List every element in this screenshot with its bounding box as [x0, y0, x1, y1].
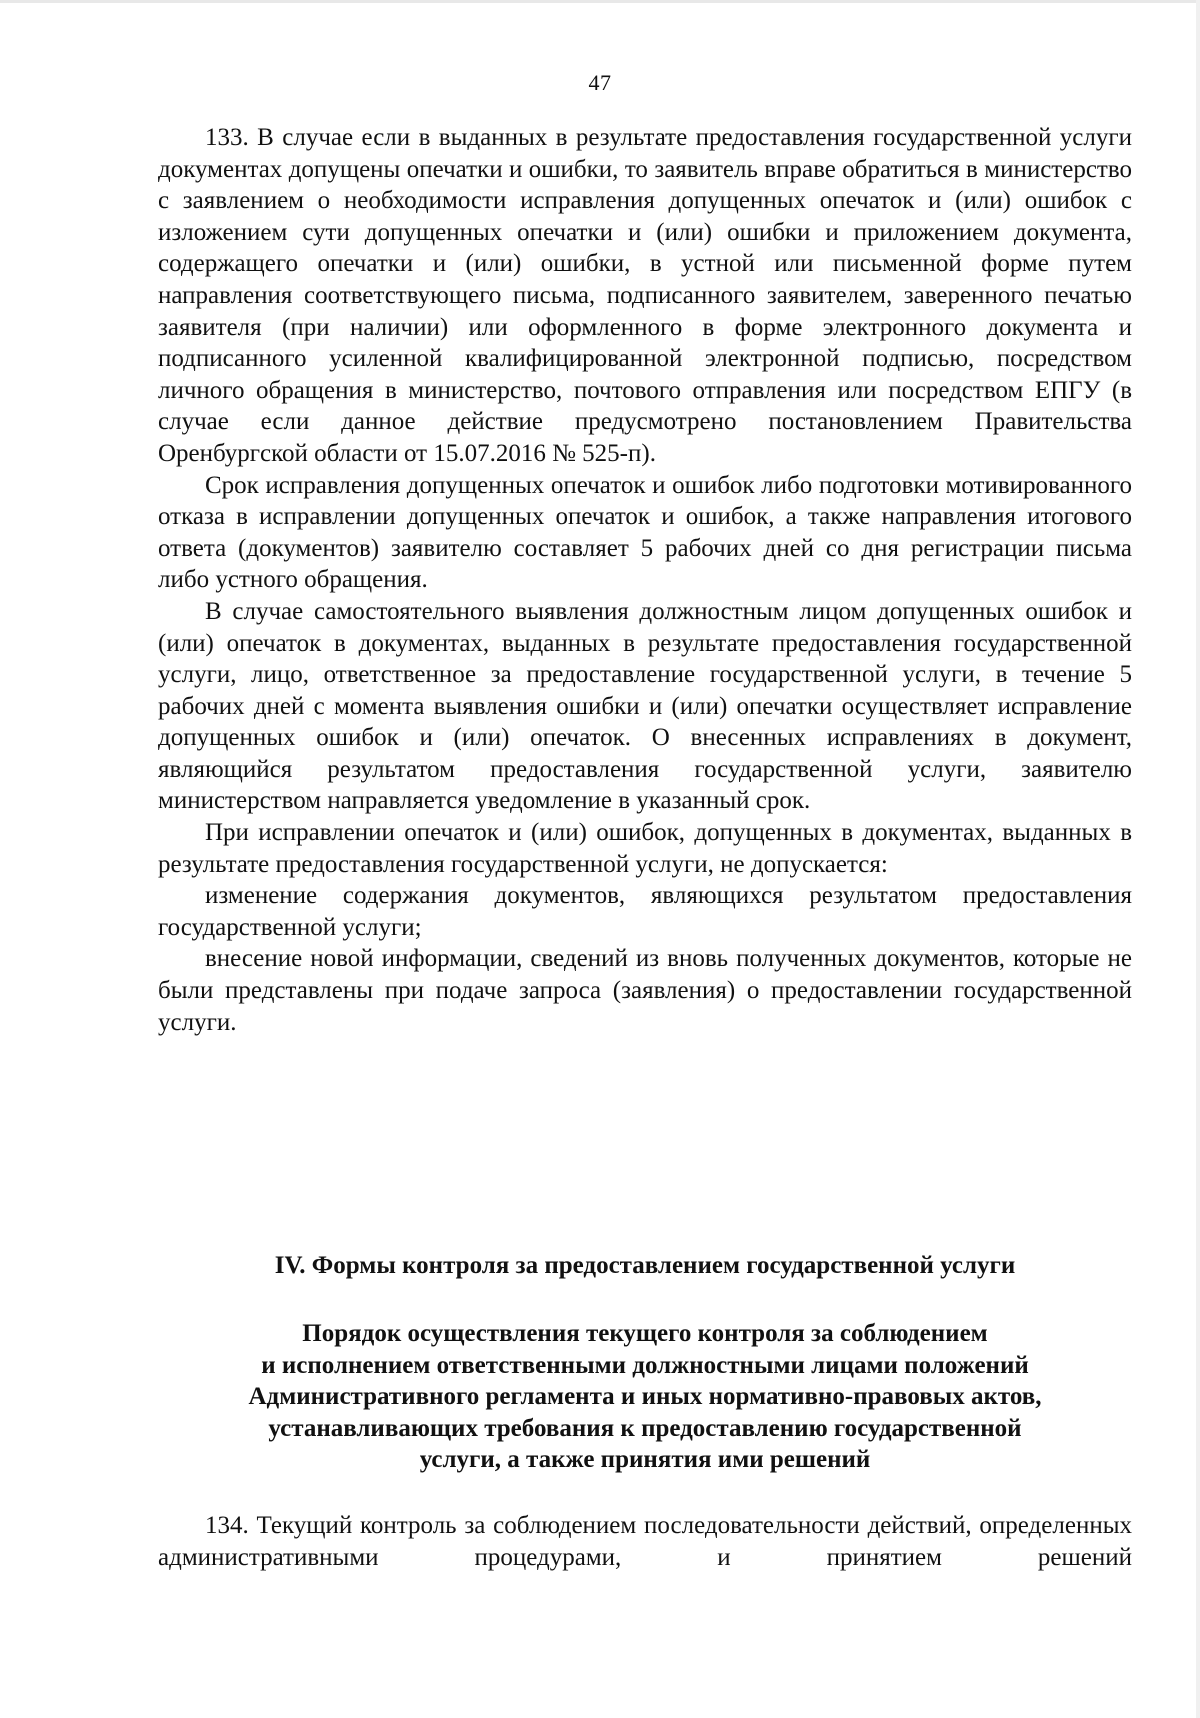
scan-edge-top: [0, 0, 1200, 3]
page-number: 47: [588, 70, 612, 95]
scan-edge-right: [1196, 0, 1200, 1718]
subsection-title-line: Административного регламента и иных нормативно-правовых актов,: [248, 1383, 1042, 1411]
paragraph-133: 133. В случае если в выданных в результате предоставления государственной услуги документах допущены опечатки и ошибки, то заявитель вправе обратиться в министерство с заявлением о необходимости исправления допущенных опечаток и (или) ошибок с изложением сути допущенных опечатки и (или) ошибки и приложением документа, содержащего опечатки и (или) ошибки, в устной или письменной форме путем направления соответствующего письма, подписанного заявителем, заверенного печатью заявителя (при наличии) или оформленного в форме электронного документа и подписанного усиленной квалифицированной электронной подписью, посредством личного обращения в министерство, почтового отправления или посредством ЕПГУ (в случае если данное действие предусмотрено постановлением Правительства Оренбургской области от 15.07.2016 № 525-п).: [158, 124, 1132, 467]
subsection-title-line: устанавливающих требования к предоставлению государственной: [268, 1414, 1022, 1442]
paragraph-134: 134. Текущий контроль за соблюдением последовательности действий, определенных административными процедурами, и принятием решений: [158, 1512, 1132, 1571]
subsection-title-line: и исполнением ответственными должностными лицами положений: [261, 1351, 1029, 1379]
subsection-title: [178, 1318, 1112, 1476]
paragraph-correction-deadline: Срок исправления допущенных опечаток и ошибок либо подготовки мотивированного отказа в исправлении допущенных опечаток и ошибок, а также направления итогового ответа (документов) заявителю составляет 5 рабочих дней со дня регистрации письма либо устного обращения.: [158, 471, 1132, 594]
paragraph-self-detection: В случае самостоятельного выявления должностным лицом допущенных ошибок и (или) опечаток в документах, выданных в результате предоставления государственной услуги, лицо, ответственное за предоставление государственной услуги, в течение 5 рабочих дней с момента выявления ошибки и (или) опечатки осуществляет исправление допущенных ошибок и (или) опечаток. О внесенных исправлениях в документ, являющийся результатом предоставления государственной услуги, заявителю министерством направляется уведомление в указанный срок.: [158, 597, 1132, 815]
body-text-continued: [158, 1510, 1132, 1573]
paragraph-new-info: внесение новой информации, сведений из вновь полученных документов, которые не были представлены при подаче запроса (заявления) о предоставлении государственной услуги.: [158, 945, 1132, 1036]
body-text: [158, 122, 1132, 1038]
paragraph-not-allowed: При исправлении опечаток и (или) ошибок, допущенных в документах, выданных в результате предоставления государственной услуги, не допускается:: [158, 819, 1132, 878]
subsection-title-line: услуги, а также принятия ими решений: [419, 1446, 871, 1474]
subsection-title-line: Порядок осуществления текущего контроля за соблюдением: [302, 1320, 988, 1347]
paragraph-content-change: изменение содержания документов, являющихся результатом предоставления государственной услуги;: [158, 882, 1132, 941]
section-title: IV. Формы контроля за предоставлением государственной услуги: [274, 1252, 1016, 1279]
